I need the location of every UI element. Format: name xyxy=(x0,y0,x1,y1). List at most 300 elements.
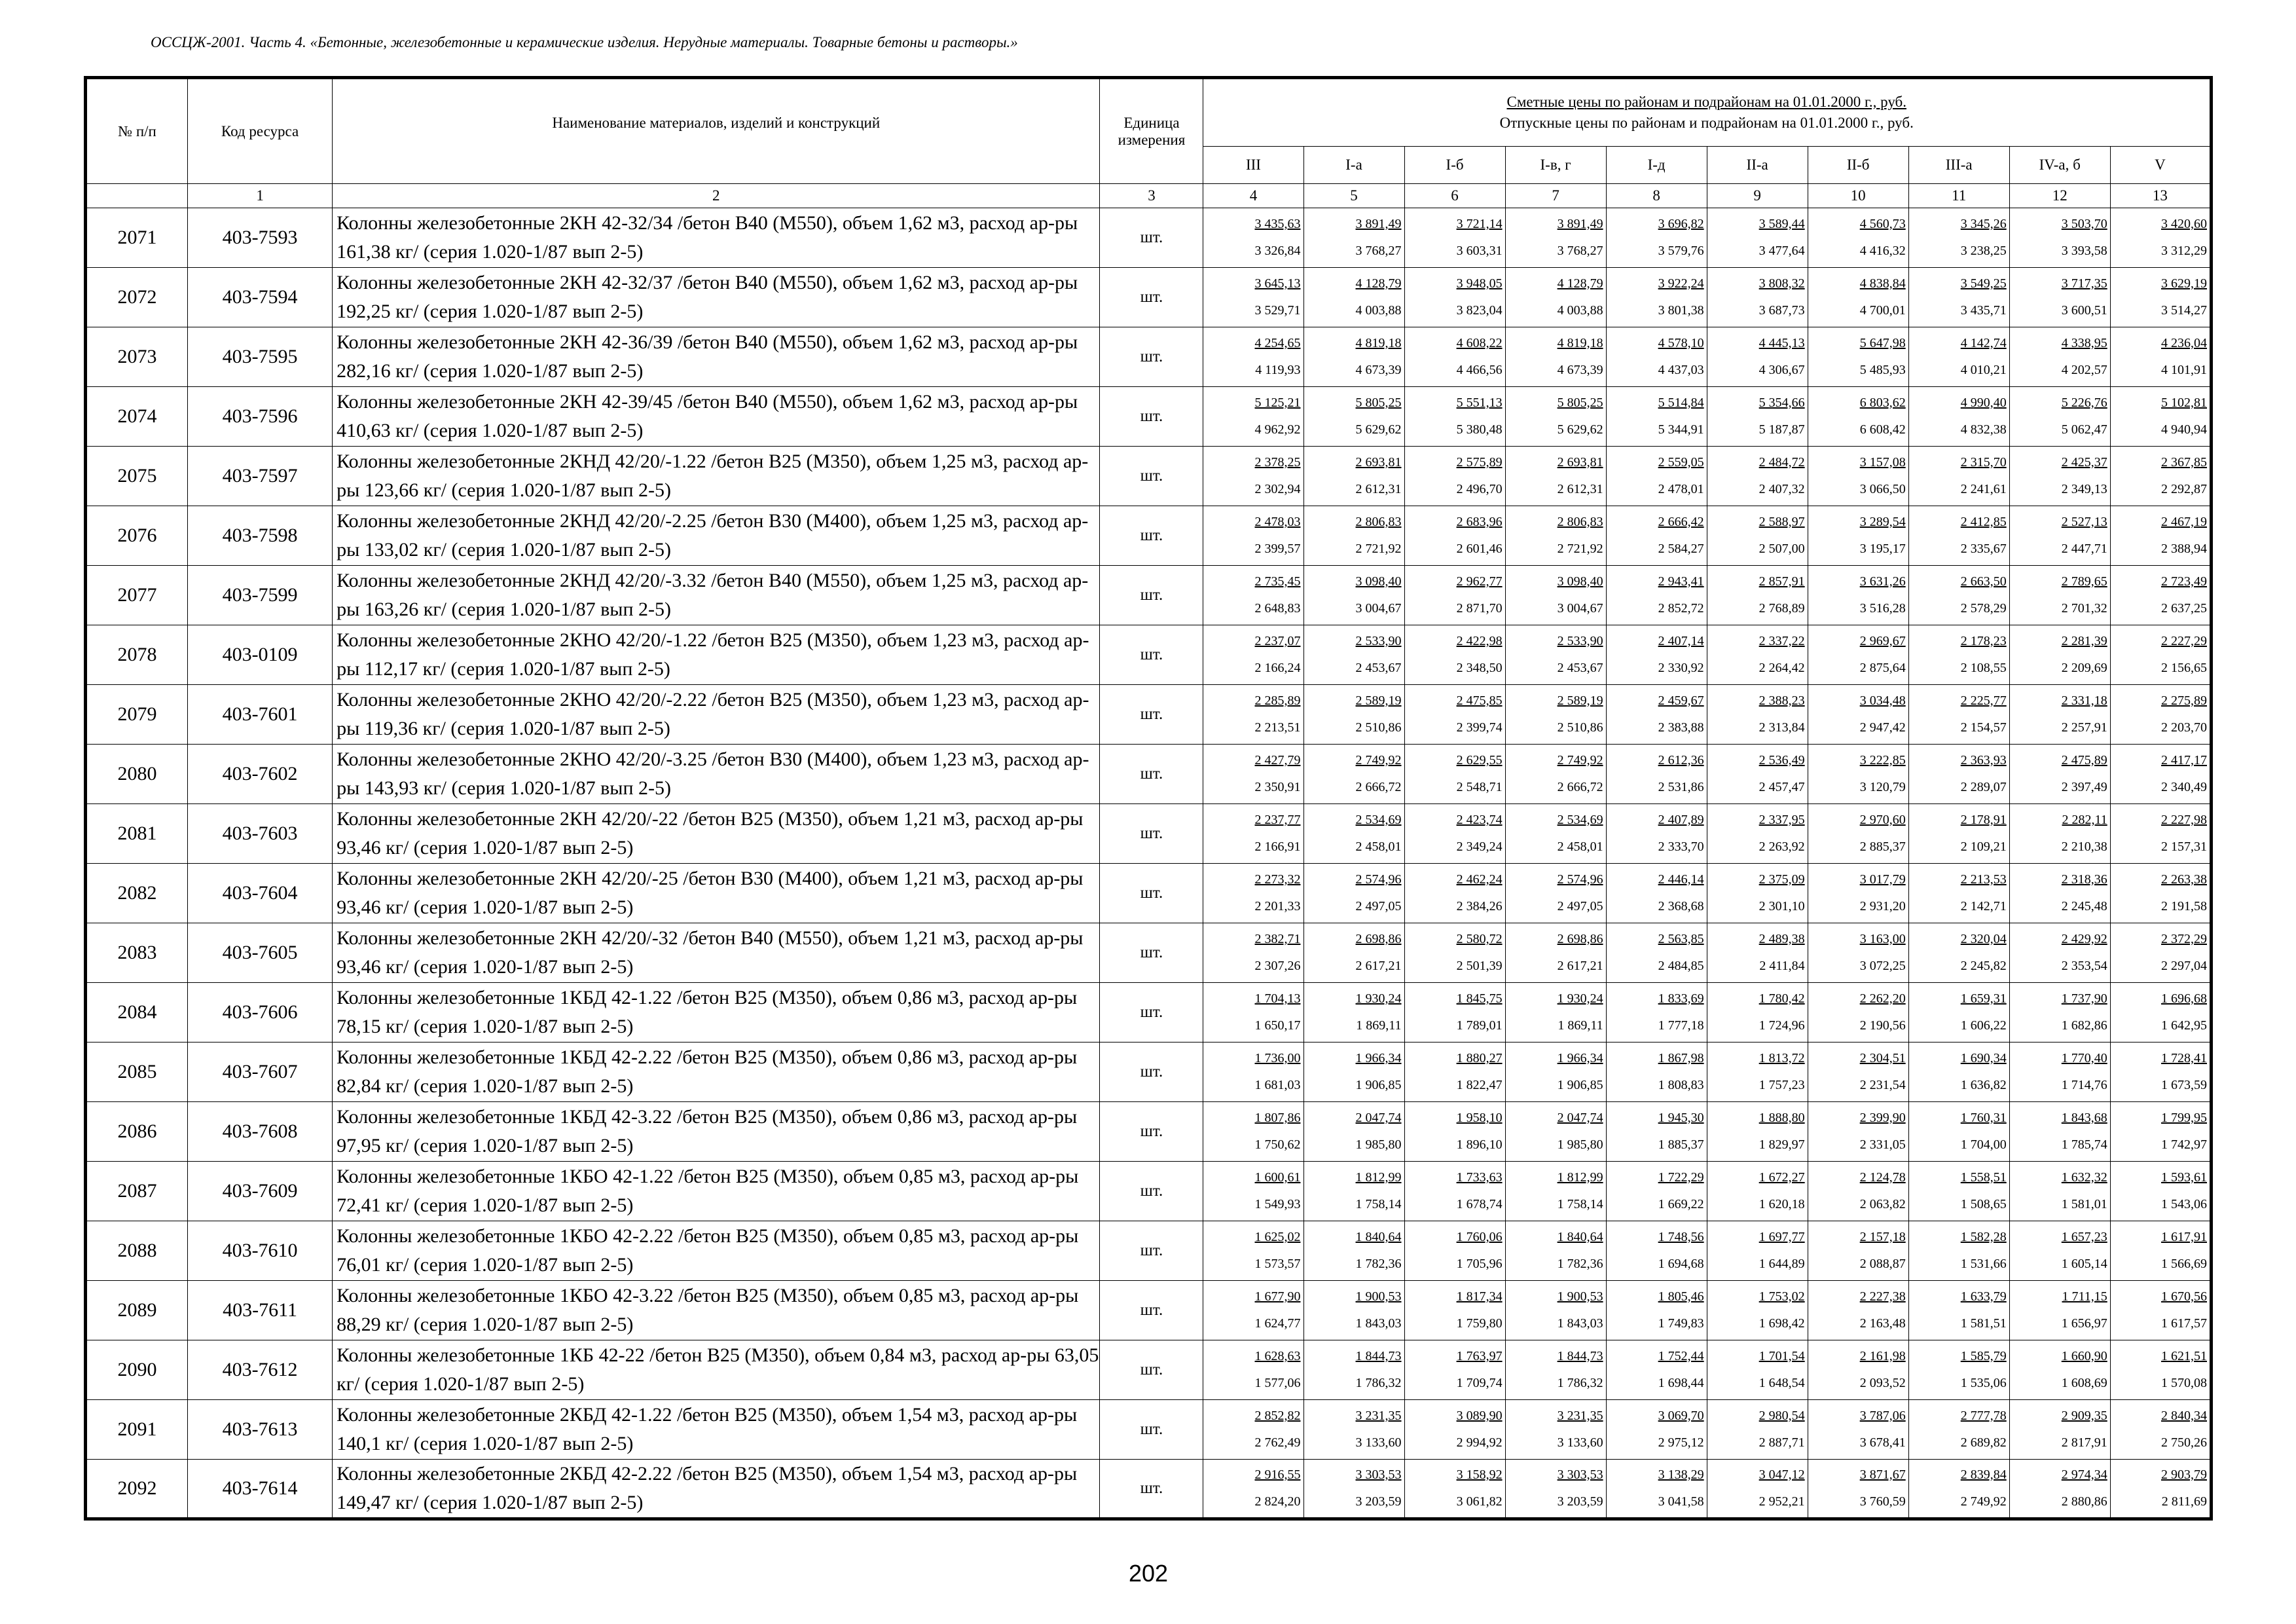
material-name: Колонны железобетонные 1КБО 42-2.22 /бетон В25 (М350), объем 0,85 м3, расход ар-ры 76,01 кг/ (серия 1.020-1/87 вып 2-5) xyxy=(333,1221,1100,1281)
price-cell xyxy=(1808,506,1908,566)
column-number: 10 xyxy=(1808,184,1908,208)
price-cell xyxy=(1505,685,1606,745)
release-price: 2 817,91 xyxy=(2061,1435,2107,1450)
estimate-price: 2 789,65 xyxy=(2061,574,2107,589)
price-cell xyxy=(1203,923,1303,983)
estimate-price: 2 417,17 xyxy=(2161,753,2207,767)
estimate-price: 3 696,82 xyxy=(1658,217,1704,231)
estimate-price: 2 484,72 xyxy=(1758,455,1805,470)
release-price: 2 584,27 xyxy=(1658,542,1704,556)
price-cell xyxy=(1606,625,1707,685)
resource-code: 403-7613 xyxy=(188,1400,333,1460)
price-cell xyxy=(1808,447,1908,506)
price-cell xyxy=(1203,804,1303,864)
price-cell xyxy=(1908,268,2009,327)
release-price: 2 501,39 xyxy=(1456,959,1503,973)
release-price: 2 617,21 xyxy=(1557,959,1603,973)
price-cell xyxy=(1908,745,2009,804)
estimate-price: 3 922,24 xyxy=(1658,276,1704,291)
release-price: 2 263,92 xyxy=(1758,840,1805,854)
price-cell xyxy=(1303,268,1404,327)
row-number: 2088 xyxy=(86,1221,188,1281)
price-cell xyxy=(1606,1340,1707,1400)
price-cell xyxy=(1303,625,1404,685)
release-price: 1 885,37 xyxy=(1658,1137,1704,1152)
region-header: I-а xyxy=(1303,147,1404,184)
estimate-price: 1 867,98 xyxy=(1658,1051,1704,1065)
estimate-price: 1 558,51 xyxy=(1960,1170,2007,1185)
release-price: 1 605,14 xyxy=(2061,1257,2107,1271)
price-cell xyxy=(1303,864,1404,923)
price-cell xyxy=(1404,1340,1505,1400)
release-price: 3 514,27 xyxy=(2161,303,2207,318)
table-row xyxy=(86,1460,2212,1519)
price-cell xyxy=(1303,506,1404,566)
price-cell xyxy=(1707,1162,1808,1221)
release-price: 2 612,31 xyxy=(1557,482,1603,496)
estimate-price: 3 138,29 xyxy=(1658,1467,1704,1482)
price-cell xyxy=(2009,1221,2110,1281)
release-price: 1 624,77 xyxy=(1254,1316,1301,1331)
unit-of-measure: шт. xyxy=(1100,923,1203,983)
release-price: 2 241,61 xyxy=(1960,482,2007,496)
price-cell xyxy=(1203,1400,1303,1460)
estimate-price: 2 399,90 xyxy=(1859,1111,1906,1125)
estimate-price: 2 806,83 xyxy=(1557,515,1603,529)
release-price: 3 004,67 xyxy=(1557,601,1603,616)
release-price: 2 397,49 xyxy=(2061,780,2107,794)
estimate-price: 1 633,79 xyxy=(1960,1289,2007,1304)
estimate-price: 3 808,32 xyxy=(1758,276,1805,291)
price-cell xyxy=(1808,745,1908,804)
row-number: 2085 xyxy=(86,1043,188,1102)
estimate-price: 2 575,89 xyxy=(1456,455,1503,470)
table-row xyxy=(86,864,2212,923)
release-price: 2 301,10 xyxy=(1758,899,1805,913)
price-cell xyxy=(1707,1043,1808,1102)
estimate-price: 1 752,44 xyxy=(1658,1349,1704,1363)
release-price: 2 457,47 xyxy=(1758,780,1805,794)
estimate-price: 2 962,77 xyxy=(1456,574,1503,589)
resource-code: 403-7599 xyxy=(188,566,333,625)
estimate-price: 2 980,54 xyxy=(1758,1409,1805,1423)
estimate-price: 2 462,24 xyxy=(1456,872,1503,887)
price-cell xyxy=(1606,447,1707,506)
release-price: 2 289,07 xyxy=(1960,780,2007,794)
estimate-price: 1 593,61 xyxy=(2161,1170,2207,1185)
release-price: 2 388,94 xyxy=(2161,542,2207,556)
release-price: 1 759,80 xyxy=(1456,1316,1503,1331)
unit-of-measure: шт. xyxy=(1100,447,1203,506)
estimate-price: 1 659,31 xyxy=(1960,991,2007,1006)
estimate-price: 1 843,68 xyxy=(2061,1111,2107,1125)
release-price: 3 061,82 xyxy=(1456,1494,1503,1509)
estimate-price: 2 372,29 xyxy=(2161,932,2207,946)
estimate-price: 2 367,85 xyxy=(2161,455,2207,470)
price-cell xyxy=(1606,685,1707,745)
header-prices-estimate: Сметные цены по районам и подрайонам на 01.01.2000 г., руб. xyxy=(1506,94,1906,110)
table-row xyxy=(86,1102,2212,1162)
header-code: Код ресурса xyxy=(188,78,333,184)
release-price: 2 994,92 xyxy=(1456,1435,1503,1450)
price-cell xyxy=(1606,506,1707,566)
price-cell xyxy=(1606,327,1707,387)
release-price: 2 478,01 xyxy=(1658,482,1704,496)
price-cell xyxy=(1505,1221,1606,1281)
price-cell xyxy=(1606,864,1707,923)
price-cell xyxy=(2009,327,2110,387)
estimate-price: 2 161,98 xyxy=(1859,1349,1906,1363)
release-price: 2 302,94 xyxy=(1254,482,1301,496)
release-price: 1 843,03 xyxy=(1557,1316,1603,1331)
price-cell xyxy=(1707,804,1808,864)
estimate-price: 1 728,41 xyxy=(2161,1051,2207,1065)
price-cell xyxy=(1203,447,1303,506)
price-cell xyxy=(2009,1043,2110,1102)
row-number: 2090 xyxy=(86,1340,188,1400)
estimate-price: 3 089,90 xyxy=(1456,1409,1503,1423)
price-cell xyxy=(1606,1400,1707,1460)
estimate-price: 1 812,99 xyxy=(1557,1170,1603,1185)
release-price: 1 786,32 xyxy=(1557,1376,1603,1390)
estimate-price: 2 536,49 xyxy=(1758,753,1805,767)
release-price: 4 003,88 xyxy=(1557,303,1603,318)
price-cell xyxy=(1303,1281,1404,1340)
material-name: Колонны железобетонные 1КБ 42-22 /бетон В25 (М350), объем 0,84 м3, расход ар-ры 63,05 кг/ (серия 1.020-1/87 вып 2-5) xyxy=(333,1340,1100,1400)
header-unit: Единица измерения xyxy=(1100,78,1203,184)
price-cell xyxy=(2110,625,2211,685)
release-price: 2 852,72 xyxy=(1658,601,1704,616)
estimate-price: 2 534,69 xyxy=(1557,813,1603,827)
price-cell xyxy=(1303,983,1404,1043)
table-row xyxy=(86,685,2212,745)
release-price: 2 108,55 xyxy=(1960,661,2007,675)
release-price: 3 312,29 xyxy=(2161,244,2207,258)
resource-code: 403-7607 xyxy=(188,1043,333,1102)
release-price: 1 896,10 xyxy=(1456,1137,1503,1152)
price-cell xyxy=(2110,923,2211,983)
release-price: 2 721,92 xyxy=(1557,542,1603,556)
price-cell xyxy=(1303,1340,1404,1400)
unit-of-measure: шт. xyxy=(1100,1400,1203,1460)
estimate-price: 2 407,14 xyxy=(1658,634,1704,648)
price-cell xyxy=(1908,566,2009,625)
release-price: 3 238,25 xyxy=(1960,244,2007,258)
price-cell xyxy=(1505,566,1606,625)
estimate-price: 2 574,96 xyxy=(1355,872,1402,887)
price-cell xyxy=(1505,1102,1606,1162)
price-cell xyxy=(1505,745,1606,804)
table-row xyxy=(86,566,2212,625)
estimate-price: 4 236,04 xyxy=(2161,336,2207,350)
release-price: 3 600,51 xyxy=(2061,303,2107,318)
release-price: 2 811,69 xyxy=(2161,1494,2207,1509)
release-price: 2 264,42 xyxy=(1758,661,1805,675)
estimate-price: 2 157,18 xyxy=(1859,1230,1906,1244)
price-cell xyxy=(1808,983,1908,1043)
price-cell xyxy=(2110,208,2211,268)
release-price: 1 829,97 xyxy=(1758,1137,1805,1152)
estimate-price: 3 289,54 xyxy=(1859,515,1906,529)
resource-code: 403-7610 xyxy=(188,1221,333,1281)
price-cell xyxy=(1203,327,1303,387)
column-number: 2 xyxy=(333,184,1100,208)
estimate-price: 2 749,92 xyxy=(1355,753,1402,767)
material-name: Колонны железобетонные 2КНО 42/20/-3.25 /бетон В30 (М400), объем 1,23 м3, расход ар-ры 143,93 кг/ (серия 1.020-1/87 вып 2-5) xyxy=(333,745,1100,804)
estimate-price: 2 589,19 xyxy=(1355,693,1402,708)
estimate-price: 1 657,23 xyxy=(2061,1230,2107,1244)
resource-code: 403-7593 xyxy=(188,208,333,268)
release-price: 3 203,59 xyxy=(1557,1494,1603,1509)
estimate-price: 2 840,34 xyxy=(2161,1409,2207,1423)
price-cell xyxy=(1303,208,1404,268)
resource-code: 403-7598 xyxy=(188,506,333,566)
estimate-price: 1 840,64 xyxy=(1355,1230,1402,1244)
price-cell xyxy=(1808,1162,1908,1221)
estimate-price: 4 990,40 xyxy=(1960,396,2007,410)
release-price: 1 758,14 xyxy=(1355,1197,1402,1211)
release-price: 5 062,47 xyxy=(2061,422,2107,437)
price-cell xyxy=(1707,864,1808,923)
estimate-price: 5 805,25 xyxy=(1557,396,1603,410)
price-cell xyxy=(1404,387,1505,447)
estimate-price: 1 660,90 xyxy=(2061,1349,2107,1363)
estimate-price: 2 693,81 xyxy=(1557,455,1603,470)
release-price: 2 453,67 xyxy=(1355,661,1402,675)
table-row xyxy=(86,387,2212,447)
estimate-price: 3 034,48 xyxy=(1859,693,1906,708)
price-cell xyxy=(1908,1043,2009,1102)
price-cell xyxy=(1203,1340,1303,1400)
release-price: 1 742,97 xyxy=(2161,1137,2207,1152)
price-cell xyxy=(1203,1460,1303,1519)
release-price: 2 824,20 xyxy=(1254,1494,1301,1509)
price-cell xyxy=(1404,1043,1505,1102)
region-header: I-б xyxy=(1404,147,1505,184)
price-cell xyxy=(2009,1281,2110,1340)
price-cell xyxy=(1908,1460,2009,1519)
release-price: 2 163,48 xyxy=(1859,1316,1906,1331)
price-cell xyxy=(1404,804,1505,864)
release-price: 1 786,32 xyxy=(1355,1376,1402,1390)
unit-of-measure: шт. xyxy=(1100,1281,1203,1340)
estimate-price: 4 838,84 xyxy=(1859,276,1906,291)
document-header-title: ОССЦЖ-2001. Часть 4. «Бетонные, железобетонные и керамические изделия. Нерудные материалы. Товарные бетоны и растворы.» xyxy=(151,34,1018,50)
price-cell xyxy=(1606,1281,1707,1340)
price-cell xyxy=(1404,923,1505,983)
unit-of-measure: шт. xyxy=(1100,685,1203,745)
price-cell xyxy=(1707,566,1808,625)
price-cell xyxy=(1303,745,1404,804)
estimate-price: 2 213,53 xyxy=(1960,872,2007,887)
release-price: 2 333,70 xyxy=(1658,840,1704,854)
estimate-price: 1 900,53 xyxy=(1557,1289,1603,1304)
price-cell xyxy=(1505,864,1606,923)
estimate-price: 2 589,19 xyxy=(1557,693,1603,708)
release-price: 4 010,21 xyxy=(1960,363,2007,377)
estimate-price: 1 677,90 xyxy=(1254,1289,1301,1304)
release-price: 2 349,24 xyxy=(1456,840,1503,854)
resource-code: 403-7596 xyxy=(188,387,333,447)
release-price: 1 757,23 xyxy=(1758,1078,1805,1092)
estimate-price: 2 273,32 xyxy=(1254,872,1301,887)
estimate-price: 1 812,99 xyxy=(1355,1170,1402,1185)
price-cell xyxy=(1404,1102,1505,1162)
estimate-price: 3 231,35 xyxy=(1355,1409,1402,1423)
price-cell xyxy=(1606,387,1707,447)
price-cell xyxy=(1808,1043,1908,1102)
price-cell xyxy=(1808,1102,1908,1162)
price-cell xyxy=(1404,1162,1505,1221)
release-price: 2 458,01 xyxy=(1355,840,1402,854)
price-cell xyxy=(1203,387,1303,447)
release-price: 2 666,72 xyxy=(1355,780,1402,794)
table-row xyxy=(86,804,2212,864)
estimate-price: 1 888,80 xyxy=(1758,1111,1805,1125)
price-cell xyxy=(1404,1460,1505,1519)
resource-code: 403-7603 xyxy=(188,804,333,864)
table-row xyxy=(86,1400,2212,1460)
release-price: 1 642,95 xyxy=(2161,1018,2207,1033)
price-cell xyxy=(1707,447,1808,506)
release-price: 2 399,57 xyxy=(1254,542,1301,556)
column-number: 8 xyxy=(1606,184,1707,208)
table-row xyxy=(86,327,2212,387)
release-price: 2 330,92 xyxy=(1658,661,1704,675)
unit-of-measure: шт. xyxy=(1100,1102,1203,1162)
price-cell xyxy=(1303,1221,1404,1281)
release-price: 3 004,67 xyxy=(1355,601,1402,616)
estimate-price: 2 839,84 xyxy=(1960,1467,2007,1482)
estimate-price: 2 459,67 xyxy=(1658,693,1704,708)
price-cell xyxy=(1404,1221,1505,1281)
release-price: 4 962,92 xyxy=(1254,422,1301,437)
estimate-price: 2 275,89 xyxy=(2161,693,2207,708)
price-cell xyxy=(2009,1400,2110,1460)
release-price: 2 407,32 xyxy=(1758,482,1805,496)
estimate-price: 2 237,07 xyxy=(1254,634,1301,648)
release-price: 2 331,05 xyxy=(1859,1137,1906,1152)
estimate-price: 1 697,77 xyxy=(1758,1230,1805,1244)
price-cell xyxy=(1908,983,2009,1043)
release-price: 1 749,83 xyxy=(1658,1316,1704,1331)
estimate-price: 1 753,02 xyxy=(1758,1289,1805,1304)
material-name: Колонны железобетонные 1КБО 42-3.22 /бетон В25 (М350), объем 0,85 м3, расход ар-ры 88,29 кг/ (серия 1.020-1/87 вып 2-5) xyxy=(333,1281,1100,1340)
estimate-price: 2 446,14 xyxy=(1658,872,1704,887)
material-name: Колонны железобетонные 2КБД 42-2.22 /бетон В25 (М350), объем 1,54 м3, расход ар-ры 149,47 кг/ (серия 1.020-1/87 вып 2-5) xyxy=(333,1460,1100,1519)
release-price: 3 435,71 xyxy=(1960,303,2007,318)
estimate-price: 4 128,79 xyxy=(1557,276,1603,291)
price-cell xyxy=(1606,983,1707,1043)
estimate-price: 5 551,13 xyxy=(1456,396,1503,410)
estimate-price: 3 420,60 xyxy=(2161,217,2207,231)
release-price: 4 832,38 xyxy=(1960,422,2007,437)
estimate-price: 2 777,78 xyxy=(1960,1409,2007,1423)
release-price: 2 231,54 xyxy=(1859,1078,1906,1092)
price-cell xyxy=(1908,1400,2009,1460)
row-number: 2086 xyxy=(86,1102,188,1162)
estimate-price: 2 916,55 xyxy=(1254,1467,1301,1482)
release-price: 3 072,25 xyxy=(1859,959,1906,973)
price-cell xyxy=(1808,1460,1908,1519)
price-cell xyxy=(1404,1400,1505,1460)
unit-of-measure: шт. xyxy=(1100,864,1203,923)
price-cell xyxy=(2009,208,2110,268)
release-price: 3 066,50 xyxy=(1859,482,1906,496)
release-price: 2 617,21 xyxy=(1355,959,1402,973)
estimate-price: 5 354,66 xyxy=(1758,396,1805,410)
estimate-price: 3 948,05 xyxy=(1456,276,1503,291)
price-cell xyxy=(2009,983,2110,1043)
row-number: 2076 xyxy=(86,506,188,566)
column-number: 1 xyxy=(188,184,333,208)
material-name: Колонны железобетонные 1КБД 42-2.22 /бетон В25 (М350), объем 0,86 м3, расход ар-ры 82,84 кг/ (серия 1.020-1/87 вып 2-5) xyxy=(333,1043,1100,1102)
unit-of-measure: шт. xyxy=(1100,506,1203,566)
estimate-price: 1 760,31 xyxy=(1960,1111,2007,1125)
price-cell xyxy=(1808,566,1908,625)
table-row xyxy=(86,983,2212,1043)
price-cell xyxy=(1404,327,1505,387)
estimate-price: 2 534,69 xyxy=(1355,813,1402,827)
estimate-price: 2 629,55 xyxy=(1456,753,1503,767)
estimate-price: 1 833,69 xyxy=(1658,991,1704,1006)
price-cell xyxy=(2110,864,2211,923)
release-price: 2 497,05 xyxy=(1355,899,1402,913)
release-price: 2 975,12 xyxy=(1658,1435,1704,1450)
price-cell xyxy=(1505,625,1606,685)
release-price: 1 705,96 xyxy=(1456,1257,1503,1271)
release-price: 2 578,29 xyxy=(1960,601,2007,616)
price-cell xyxy=(2110,268,2211,327)
release-price: 4 202,57 xyxy=(2061,363,2107,377)
release-price: 3 687,73 xyxy=(1758,303,1805,318)
price-cell xyxy=(1606,745,1707,804)
price-cell xyxy=(1505,1043,1606,1102)
unit-of-measure: шт. xyxy=(1100,983,1203,1043)
price-cell xyxy=(1404,1281,1505,1340)
estimate-price: 3 503,70 xyxy=(2061,217,2107,231)
price-cell xyxy=(2009,268,2110,327)
row-number: 2072 xyxy=(86,268,188,327)
column-number: 9 xyxy=(1707,184,1808,208)
estimate-price: 1 690,34 xyxy=(1960,1051,2007,1065)
estimate-price: 3 098,40 xyxy=(1557,574,1603,589)
estimate-price: 3 891,49 xyxy=(1355,217,1402,231)
region-header: I-д xyxy=(1606,147,1707,184)
estimate-price: 1 672,27 xyxy=(1758,1170,1805,1185)
price-cell xyxy=(1404,447,1505,506)
price-cell xyxy=(1908,625,2009,685)
row-number: 2089 xyxy=(86,1281,188,1340)
resource-code: 403-7597 xyxy=(188,447,333,506)
estimate-price: 3 345,26 xyxy=(1960,217,2007,231)
price-cell xyxy=(1908,923,2009,983)
estimate-price: 3 787,06 xyxy=(1859,1409,1906,1423)
estimate-price: 2 363,93 xyxy=(1960,753,2007,767)
estimate-price: 2 263,38 xyxy=(2161,872,2207,887)
resource-code: 403-7612 xyxy=(188,1340,333,1400)
unit-of-measure: шт. xyxy=(1100,1162,1203,1221)
estimate-price: 4 608,22 xyxy=(1456,336,1503,350)
estimate-price: 1 748,56 xyxy=(1658,1230,1704,1244)
estimate-price: 2 683,96 xyxy=(1456,515,1503,529)
release-price: 2 612,31 xyxy=(1355,482,1402,496)
estimate-price: 1 670,56 xyxy=(2161,1289,2207,1304)
release-price: 2 292,87 xyxy=(2161,482,2207,496)
price-cell xyxy=(1606,1162,1707,1221)
release-price: 3 120,79 xyxy=(1859,780,1906,794)
release-price: 5 485,93 xyxy=(1859,363,1906,377)
